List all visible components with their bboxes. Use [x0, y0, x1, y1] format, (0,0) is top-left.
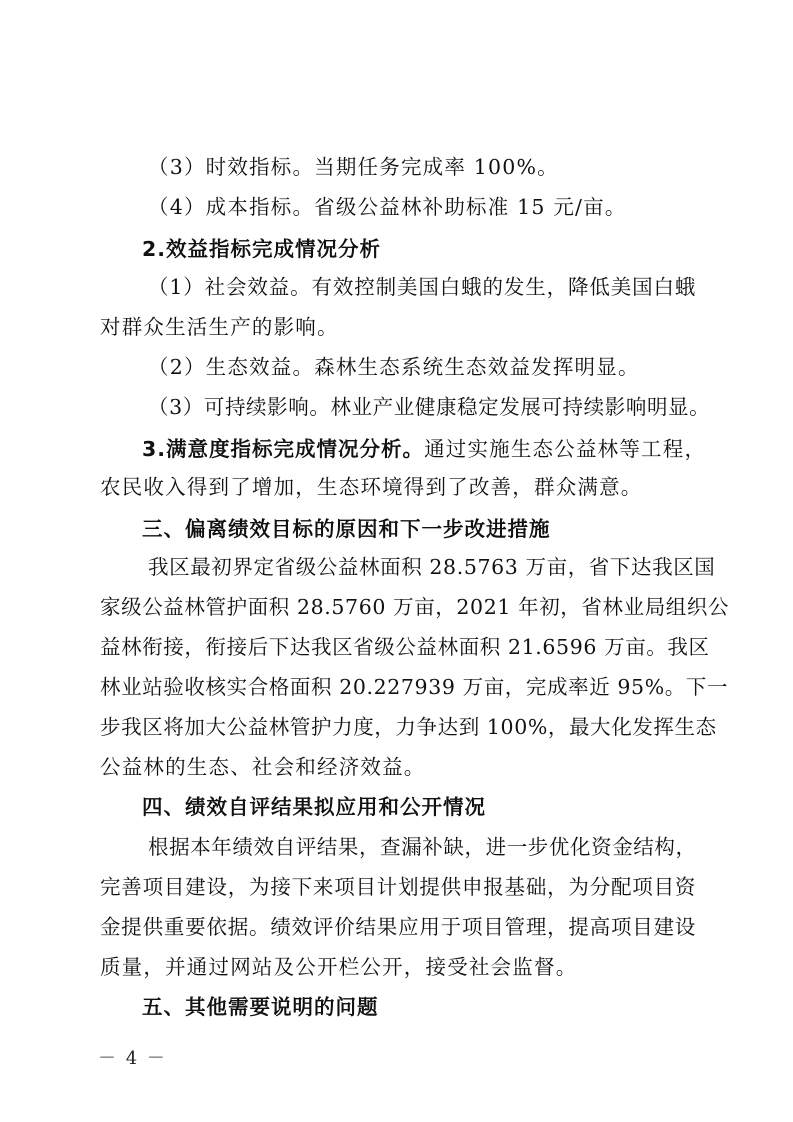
deviation-line4: 林业站验收核实合格面积 20.227939 万亩，完成率近 95%。下一: [100, 675, 729, 699]
application-line1: 根据本年绩效自评结果，查漏补缺，进一步优化资金结构，: [148, 835, 697, 859]
deviation-line3: 益林衔接，衔接后下达我区省级公益林面积 21.6596 万亩。我区: [100, 635, 710, 659]
deviation-line5: 步我区将加大公益林管护力度，力争达到 100%，最大化发挥生态: [100, 715, 717, 739]
satisfaction-text: 通过实施生态公益林等工程，: [424, 437, 707, 461]
deviation-line1: 我区最初界定省级公益林面积 28.5763 万亩，省下达我区国: [148, 555, 716, 579]
application-line2: 完善项目建设，为接下来项目计划提供申报基础，为分配项目资: [100, 875, 696, 899]
application-line4: 质量，并通过网站及公开栏公开，接受社会监督。: [100, 955, 578, 979]
timeliness-indicator: （3）时效指标。当期任务完成率 100%。: [148, 155, 559, 179]
page-number: － 4 －: [98, 1048, 167, 1069]
deviation-line2: 家级公益林管护面积 28.5760 万亩，2021 年初，省林业局组织公: [100, 595, 730, 619]
ecological-benefit: （2）生态效益。森林生态系统生态效益发挥明显。: [148, 355, 640, 379]
deviation-line6: 公益林的生态、社会和经济效益。: [100, 755, 426, 779]
satisfaction-heading: 3.满意度指标完成情况分析。: [142, 437, 425, 461]
satisfaction-paragraph-line1: [142, 432, 706, 462]
section-four-heading: 四、绩效自评结果拟应用和公开情况: [142, 795, 486, 819]
sustainable-impact: （3）可持续影响。林业产业健康稳定发展可持续影响明显。: [148, 395, 711, 419]
section-five-heading: 五、其他需要说明的问题: [142, 995, 379, 1019]
cost-indicator: （4）成本指标。省级公益林补助标准 15 元/亩。: [148, 195, 627, 219]
social-benefit-line1: （1）社会效益。有效控制美国白蛾的发生，降低美国白蛾: [148, 275, 696, 299]
section-benefit-heading: 2.效益指标完成情况分析: [142, 237, 382, 261]
section-three-heading: 三、偏离绩效目标的原因和下一步改进措施: [142, 517, 551, 541]
satisfaction-paragraph-line2: 农民收入得到了增加，生态环境得到了改善，群众满意。: [100, 475, 643, 499]
social-benefit-line2: 对群众生活生产的影响。: [100, 315, 339, 339]
application-line3: 金提供重要依据。绩效评价结果应用于项目管理，提高项目建设: [100, 915, 696, 939]
